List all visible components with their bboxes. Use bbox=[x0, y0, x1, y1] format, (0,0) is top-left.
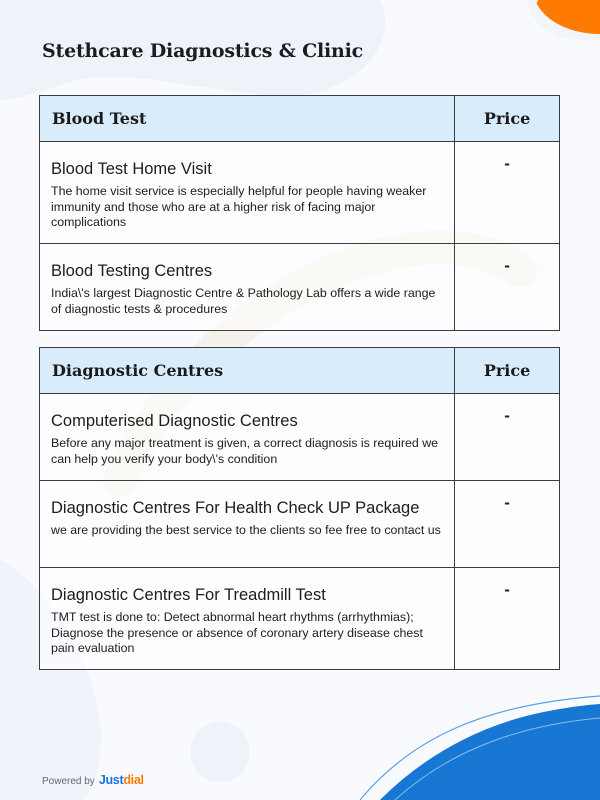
footer bbox=[42, 773, 144, 787]
table-row bbox=[40, 394, 560, 481]
price-header: Price bbox=[455, 96, 560, 142]
table-header-row bbox=[40, 96, 560, 142]
service-description: we are providing the best service to the clients so fee free to contact us bbox=[51, 523, 441, 537]
brand-part-1: Just bbox=[98, 773, 124, 787]
price-header: Price bbox=[455, 348, 560, 394]
service-name: Diagnostic Centres For Health Check UP Package bbox=[51, 499, 420, 517]
table-row bbox=[40, 481, 560, 568]
table-header-row bbox=[40, 348, 560, 394]
service-cell bbox=[40, 142, 455, 244]
table-row bbox=[40, 142, 560, 244]
service-price: - bbox=[455, 481, 560, 568]
service-cell bbox=[40, 394, 455, 481]
diagnostic-centres-table bbox=[39, 347, 560, 670]
service-description: TMT test is done to: Detect abnormal heart rhythms (arrhythmias); Diagnose the presence or absence of coronary artery disease chest pain evaluation bbox=[51, 610, 423, 655]
brand-part-2: dial bbox=[123, 773, 144, 787]
service-description: India\'s largest Diagnostic Centre & Pathology Lab offers a wide range of diagnostic tests & procedures bbox=[51, 286, 436, 316]
table-row bbox=[40, 568, 560, 670]
page-title: Stethcare Diagnostics & Clinic bbox=[42, 40, 364, 62]
service-name: Computerised Diagnostic Centres bbox=[51, 412, 298, 430]
powered-by-label: Powered by bbox=[42, 776, 95, 787]
service-description: Before any major treatment is given, a correct diagnosis is required we can help you verify your body\'s condition bbox=[51, 436, 439, 466]
justdial-logo[interactable] bbox=[99, 773, 144, 787]
service-price: - bbox=[455, 142, 560, 244]
service-description: The home visit service is especially helpful for people having weaker immunity and those who are at a higher risk of facing major complications bbox=[51, 184, 427, 229]
service-price: - bbox=[455, 568, 560, 670]
service-price: - bbox=[455, 394, 560, 481]
table-row bbox=[40, 244, 560, 331]
service-name: Diagnostic Centres For Treadmill Test bbox=[51, 586, 326, 604]
service-price: - bbox=[455, 244, 560, 331]
blood-test-table bbox=[39, 95, 560, 331]
service-cell bbox=[40, 244, 455, 331]
category-header: Blood Test bbox=[40, 96, 455, 142]
service-name: Blood Testing Centres bbox=[51, 262, 213, 280]
service-name: Blood Test Home Visit bbox=[51, 160, 212, 178]
service-cell bbox=[40, 568, 455, 670]
category-header: Diagnostic Centres bbox=[40, 348, 455, 394]
service-cell bbox=[40, 481, 455, 568]
